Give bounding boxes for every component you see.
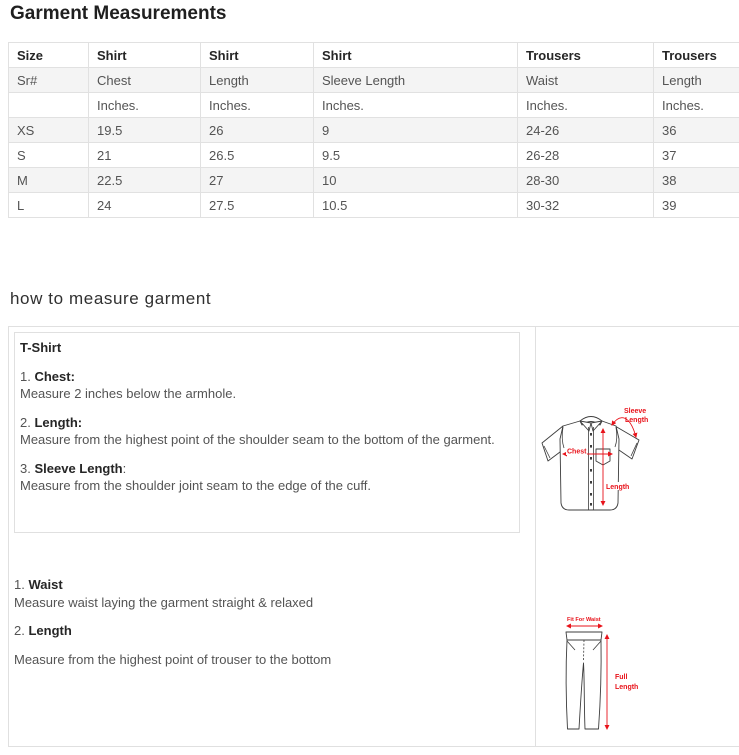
sub-header: Chest [89,68,201,93]
table-row [9,168,739,193]
value-cell: 38 [654,168,739,193]
value-cell: 37 [654,143,739,168]
size-cell: S [9,143,89,168]
value-cell: 10.5 [314,193,518,218]
col-header: Trousers [654,43,739,68]
value-cell: 22.5 [89,168,201,193]
measure-text-column [9,327,535,746]
table-units-row [9,93,739,118]
size-cell: XS [9,118,89,143]
col-header: Size [9,43,89,68]
shirt-chest-label: Chest [567,448,587,456]
guide-description: Measure from the highest point of the shoulder seam to the bottom of the garment. [20,432,495,447]
col-header: Trousers [518,43,654,68]
table-subheader-row [9,68,739,93]
table-header-row [9,43,739,68]
shirt-sleeve-label-2: Length [625,417,649,424]
guide-term-number: 1. [20,369,31,384]
trousers-length-label-1: Full [615,674,628,681]
guide-term-suffix: : [122,461,127,476]
value-cell: 39 [654,193,739,218]
guide-term-label: Sleeve Length [34,461,123,476]
size-cell: L [9,193,89,218]
value-cell: 30-32 [518,193,654,218]
guide-term-label: Length: [34,415,83,430]
col-header: Shirt [201,43,314,68]
shirt-sleeve-label-1: Sleeve [624,408,647,415]
guide-term-label: Length [28,623,72,638]
col-header: Shirt [89,43,201,68]
table-row [9,193,739,218]
value-cell: 10 [314,168,518,193]
guide-term-label: Chest: [34,369,75,384]
unit-cell [9,93,89,118]
sub-header: Waist [518,68,654,93]
trousers-length-label-2: Length [615,684,639,691]
page-title: Garment Measurements [10,3,227,24]
sub-header: Length [201,68,314,93]
guide-term-label: Waist [28,577,63,592]
value-cell: 28-30 [518,168,654,193]
value-cell: 19.5 [89,118,201,143]
measure-guide-panel [8,326,739,747]
trousers-waist-label: Fit For Waist [567,617,601,623]
size-cell: M [9,168,89,193]
value-cell: 27.5 [201,193,314,218]
size-table [8,42,739,218]
value-cell: 9 [314,118,518,143]
tshirt-guide-box [14,332,520,533]
guide-description: Measure from the shoulder joint seam to the edge of the cuff. [20,478,371,493]
guide-description: Measure from the highest point of trouser to the bottom [14,652,332,667]
guide-description: Measure waist laying the garment straight & relaxed [14,595,314,610]
value-cell: 21 [89,143,201,168]
guide-term-number: 3. [20,461,31,476]
guide-term [20,414,509,431]
guide-term [14,622,519,639]
value-cell: 24 [89,193,201,218]
unit-cell: Inches. [314,93,518,118]
table-row [9,143,739,168]
table-row [9,118,739,143]
unit-cell: Inches. [201,93,314,118]
guide-term-number: 1. [14,577,25,592]
shirt-length-label: Length [606,484,630,491]
tshirt-guide-title: T-Shirt [20,340,62,355]
col-header: Shirt [314,43,518,68]
unit-cell: Inches. [89,93,201,118]
size-table-wrapper [8,42,739,218]
value-cell: 26-28 [518,143,654,168]
value-cell: 24-26 [518,118,654,143]
trousers-measure-diagram-icon [536,611,739,748]
guide-term-number: 2. [20,415,31,430]
guide-description: Measure 2 inches below the armhole. [20,386,237,401]
measure-diagram-column [535,327,739,746]
sub-header: Sr# [9,68,89,93]
sub-header: Length [654,68,739,93]
section-title: how to measure garment [10,289,212,308]
guide-term [14,576,519,593]
unit-cell: Inches. [518,93,654,118]
guide-term [20,368,509,385]
guide-term [20,460,509,477]
trouser-guide-text [14,576,519,668]
shirt-measure-diagram-icon [536,401,739,551]
unit-cell: Inches. [654,93,739,118]
value-cell: 27 [201,168,314,193]
value-cell: 26 [201,118,314,143]
value-cell: 36 [654,118,739,143]
value-cell: 26.5 [201,143,314,168]
value-cell: 9.5 [314,143,518,168]
sub-header: Sleeve Length [314,68,518,93]
guide-term-number: 2. [14,623,25,638]
